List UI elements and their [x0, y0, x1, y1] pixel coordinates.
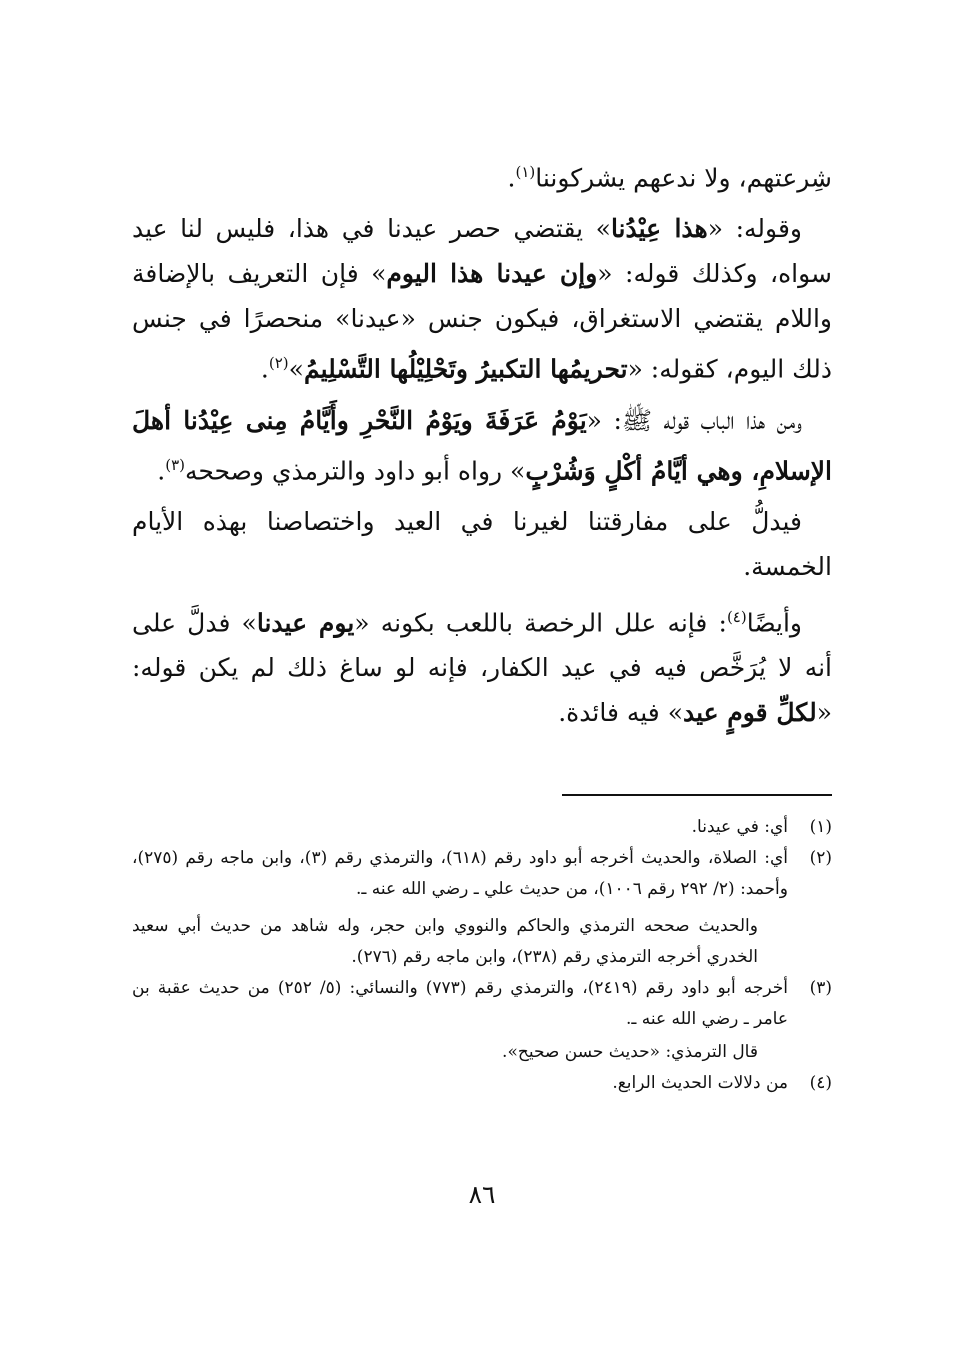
p5-seg-f: » فيه فائدة. [558, 698, 683, 728]
paragraph-3 [132, 398, 832, 493]
p5-seg-b: : فإنه علل الرخصة باللعب بكونه « [354, 608, 727, 638]
paragraph-1 [132, 150, 832, 200]
quote-tahrimuha: تحريمُها التكبيرُ وتَحْلِيْلُها التَّسْلِيمُ [303, 354, 628, 384]
footnote-3-quote: قال الترمذي: «حديث حسن صحيح». [502, 1042, 758, 1062]
paragraph-5 [132, 595, 832, 735]
footnote-3 [132, 973, 832, 1035]
p5-seg-a: وأيضًا [746, 608, 802, 638]
footnote-2 [132, 843, 832, 905]
p2-end: . [260, 354, 269, 384]
footnote-1 [132, 812, 832, 843]
footnote-ref-2: (٢) [268, 354, 289, 373]
quote-hadha-eiduna: هذا عِيْدُنا [610, 214, 708, 244]
footnote-ref-3: (٣) [165, 455, 185, 474]
footnotes [132, 812, 832, 1099]
footnote-ref-4: (٤) [726, 607, 747, 626]
footnote-1-text: أي: في عيدنا. [691, 817, 788, 837]
footnote-1-number: (١) [809, 817, 832, 837]
footnote-2-text: أي: الصلاة، والحديث أخرجه أبو داود رقم (٦١٨)، والترمذي رقم (٣)، وابن ماجه رقم (٢٧٥)، وأحمد: (٢/ ٢٩٢ رقم ١٠٠٦)، من حديث علي ـ رضي الله عنه ـ. [132, 848, 789, 899]
footnote-4 [132, 1068, 832, 1099]
p2-seg-g: » [288, 354, 304, 384]
quote-inna-eidana: وإن عيدنا هذا اليوم [386, 259, 598, 289]
p3-end: . [157, 455, 166, 485]
footnote-3-number: (٣) [809, 978, 832, 998]
p5-seg-d: » فدلَّ على أنه لا يُرَخَّص فيه في عيد الكفار، فإنه لو ساغ ذلك لم يكن قوله: « [132, 608, 832, 728]
p2-seg-a: وقوله: « [707, 214, 802, 244]
footnote-4-number: (٤) [809, 1073, 832, 1093]
quote-yawm-eidina: يوم عيدنا [256, 608, 355, 638]
footnote-2-number: (٢) [809, 848, 832, 868]
p2-seg-e: » فإن التعريف بالإضافة واللام يقتضي الاستغراق، فيكون جنس «عيدنا» منحصرًا في جنس ذلك اليوم، كقوله: « [132, 259, 832, 384]
footnote-3-text: أخرجه أبو داود رقم (٢٤١٩)، والترمذي رقم (٧٧٣) والنسائي: (٥/ ٢٥٢) من حديث عقبة بن عامر ـ رضي الله عنه ـ. [132, 978, 788, 1029]
paragraph-1-text: شِرعتهم، ولا ندعهم يشركوننا [535, 163, 832, 193]
footnote-4-text: من دلالات الحديث الرابع. [612, 1073, 788, 1093]
main-text [132, 150, 832, 741]
paragraph-2 [132, 206, 832, 391]
paragraph-4: فيدلُّ على مفارقتنا لغيرنا في العيد واختصاصنا بهذه الأيام الخمسة. [132, 506, 832, 581]
p3-seg-a: ومن هذا الباب قوله ﷺ: « [586, 405, 802, 435]
paragraph-1-end: . [507, 163, 516, 193]
page-number: ٨٦ [468, 1180, 496, 1209]
footnote-ref-1: (١) [515, 163, 536, 181]
quote-likulli-qawm: لكلِّ قومٍ عيد [683, 698, 817, 728]
quote-hadith-arafa: يَوْمُ عَرَفَةَ ويَوْمُ النَّحْرِ وأَيَّامُ مِنى عِيْدُنا أهلَ الإسلامِ، وهي أيَّامُ أكْلٍ وَشُرْبٍ [132, 405, 832, 485]
footnote-2-continuation: والحديث صححه الترمذي والحاكم والنووي وابن حجر، وله شاهد من حديث أبي سعيد الخدري أخرجه الترمذي رقم (٢٣٨)، وابن ماجه رقم (٢٧٦). [132, 916, 758, 967]
p3-seg-c: » رواه أبو داود والترمذي وصححه [184, 455, 526, 485]
footnote-divider [562, 794, 832, 796]
p2-seg-c: » يقتضي حصر عيدنا في هذا، فليس لنا عيد سواه، وكذلك قوله: « [132, 214, 832, 289]
